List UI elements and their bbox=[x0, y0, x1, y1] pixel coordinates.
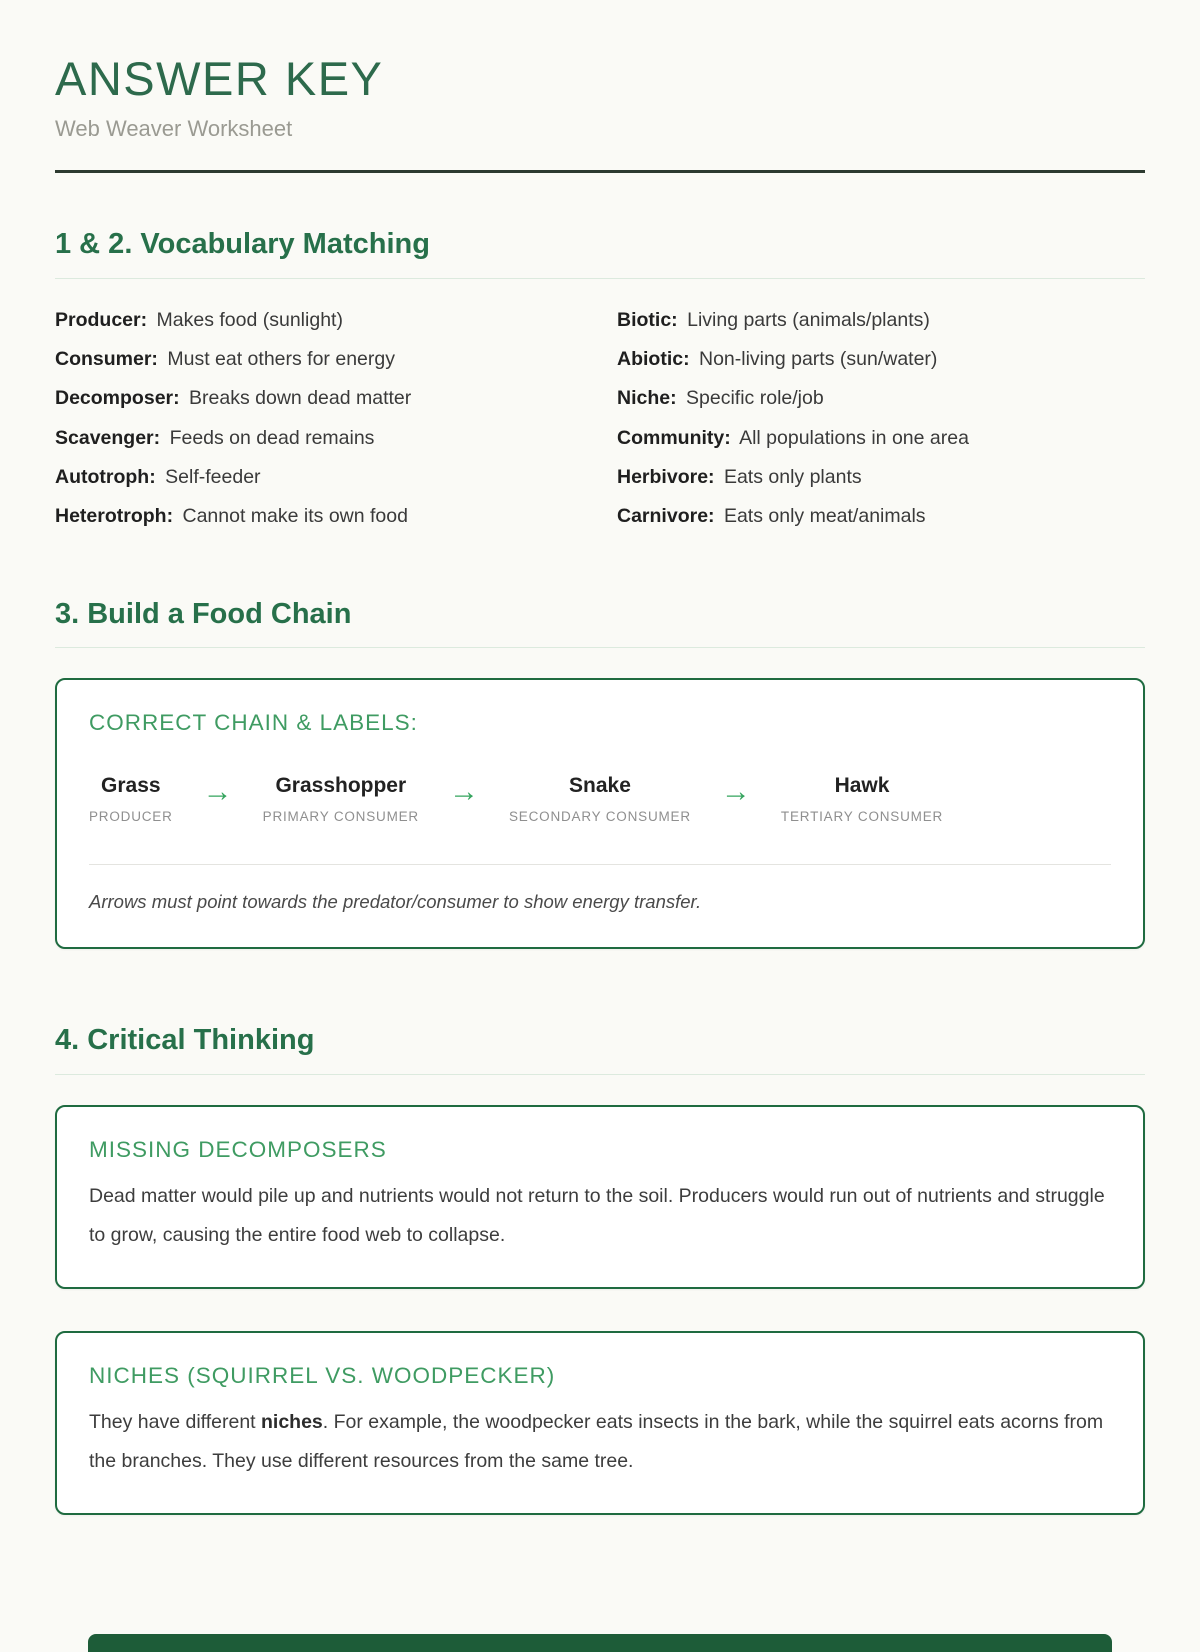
vocab-definition: Breaks down dead matter bbox=[189, 387, 412, 410]
arrow-right-icon: → bbox=[202, 775, 233, 809]
header-divider bbox=[55, 170, 1145, 173]
vocab-row bbox=[55, 503, 617, 530]
chain-step-name: Snake bbox=[569, 774, 631, 798]
vocab-definition: Feeds on dead remains bbox=[169, 426, 375, 449]
vocab-term: Niche: bbox=[617, 387, 677, 410]
vocab-term: Heterotroph: bbox=[55, 505, 174, 528]
food-chain-card-title: CORRECT CHAIN & LABELS: bbox=[89, 710, 418, 736]
niches-title: NICHES (SQUIRREL VS. WOODPECKER) bbox=[89, 1363, 556, 1389]
vocab-term: Biotic: bbox=[617, 308, 678, 331]
vocab-term: Abiotic: bbox=[617, 348, 690, 371]
vocab-grid bbox=[55, 307, 1145, 543]
vocab-definition: Must eat others for energy bbox=[167, 348, 395, 371]
arrow-right-icon: → bbox=[448, 775, 479, 809]
vocab-column-left bbox=[55, 307, 617, 543]
chain-step-role: SECONDARY CONSUMER bbox=[508, 809, 691, 825]
niches-card bbox=[55, 1331, 1145, 1515]
vocab-term: Community: bbox=[617, 426, 731, 449]
vocab-definition: Specific role/job bbox=[686, 387, 824, 410]
vocab-row bbox=[55, 346, 617, 373]
vocab-term: Scavenger: bbox=[55, 426, 161, 449]
vocab-term: Carnivore: bbox=[617, 505, 715, 528]
food-chain-divider bbox=[55, 647, 1145, 648]
missing-decomposers-body: Dead matter would pile up and nutrients would not return to the soil. Producers would run out of nutrients and struggle to grow, causing the entire food web to collapse. bbox=[89, 1185, 1105, 1247]
vocab-row bbox=[617, 307, 1145, 334]
chain-step-role: PRIMARY CONSUMER bbox=[262, 809, 419, 825]
vocab-term: Decomposer: bbox=[55, 387, 180, 410]
chain-step-role: PRODUCER bbox=[89, 809, 173, 825]
vocab-definition: Eats only plants bbox=[723, 466, 862, 489]
vocab-row bbox=[55, 425, 617, 452]
page-title: ANSWER KEY bbox=[55, 52, 384, 105]
vocab-definition: Makes food (sunlight) bbox=[156, 308, 343, 331]
chain-note: Arrows must point towards the predator/consumer to show energy transfer. bbox=[89, 891, 702, 913]
food-chain bbox=[89, 774, 1111, 824]
food-chain-card bbox=[55, 678, 1145, 949]
vocab-definition: Cannot make its own food bbox=[182, 505, 408, 528]
vocab-definition: Non-living parts (sun/water) bbox=[699, 348, 938, 371]
vocab-term: Producer: bbox=[55, 308, 148, 331]
vocab-row bbox=[55, 464, 617, 491]
vocabulary-heading: 1 & 2. Vocabulary Matching bbox=[55, 228, 430, 261]
niches-body-prefix: They have different bbox=[89, 1411, 261, 1434]
chain-step-name: Grasshopper bbox=[275, 774, 407, 798]
vocab-column-right bbox=[617, 307, 1145, 543]
answer-key-page bbox=[0, 52, 1200, 1652]
vocab-definition: All populations in one area bbox=[739, 426, 969, 449]
critical-thinking-divider bbox=[55, 1074, 1145, 1075]
page-header bbox=[55, 52, 1145, 173]
vocab-row bbox=[55, 307, 617, 334]
niches-body-bold: niches bbox=[261, 1411, 323, 1434]
vocab-definition: Self-feeder bbox=[165, 466, 261, 489]
missing-decomposers-card bbox=[55, 1105, 1145, 1289]
chain-step-role: TERTIARY CONSUMER bbox=[780, 809, 944, 825]
vocab-row bbox=[617, 385, 1145, 412]
section-food-chain bbox=[55, 597, 1145, 950]
vocab-row bbox=[55, 385, 617, 412]
section-critical-thinking bbox=[55, 1023, 1145, 1515]
vocab-row bbox=[617, 346, 1145, 373]
footer-bar bbox=[88, 1634, 1112, 1652]
vocab-term: Autotroph: bbox=[55, 466, 156, 489]
missing-decomposers-title: MISSING DECOMPOSERS bbox=[89, 1137, 387, 1163]
arrow-right-icon: → bbox=[720, 775, 751, 809]
vocab-definition: Living parts (animals/plants) bbox=[687, 308, 930, 331]
chain-step-snake bbox=[509, 774, 691, 824]
niches-body-suffix: . For example, the woodpecker eats insects in the bark, while the squirrel eats acorns from the branches. They use different resources from the same tree. bbox=[89, 1411, 1104, 1473]
chain-step-name: Grass bbox=[101, 774, 161, 798]
niches-body bbox=[89, 1403, 1111, 1481]
vocab-row bbox=[617, 464, 1145, 491]
critical-thinking-heading: 4. Critical Thinking bbox=[55, 1024, 315, 1057]
chain-step-name: Hawk bbox=[834, 774, 890, 798]
chain-step-hawk bbox=[781, 774, 943, 824]
chain-step-grasshopper bbox=[263, 774, 419, 824]
vocab-term: Consumer: bbox=[55, 348, 158, 371]
food-chain-heading: 3. Build a Food Chain bbox=[55, 597, 352, 630]
vocab-term: Herbivore: bbox=[617, 466, 715, 489]
chain-card-divider bbox=[89, 864, 1111, 865]
vocab-row bbox=[617, 503, 1145, 530]
vocab-row bbox=[617, 425, 1145, 452]
vocabulary-divider bbox=[55, 278, 1145, 279]
chain-step-grass bbox=[89, 774, 173, 824]
page-subtitle: Web Weaver Worksheet bbox=[55, 116, 293, 142]
vocab-definition: Eats only meat/animals bbox=[723, 505, 926, 528]
section-vocabulary bbox=[55, 227, 1145, 543]
